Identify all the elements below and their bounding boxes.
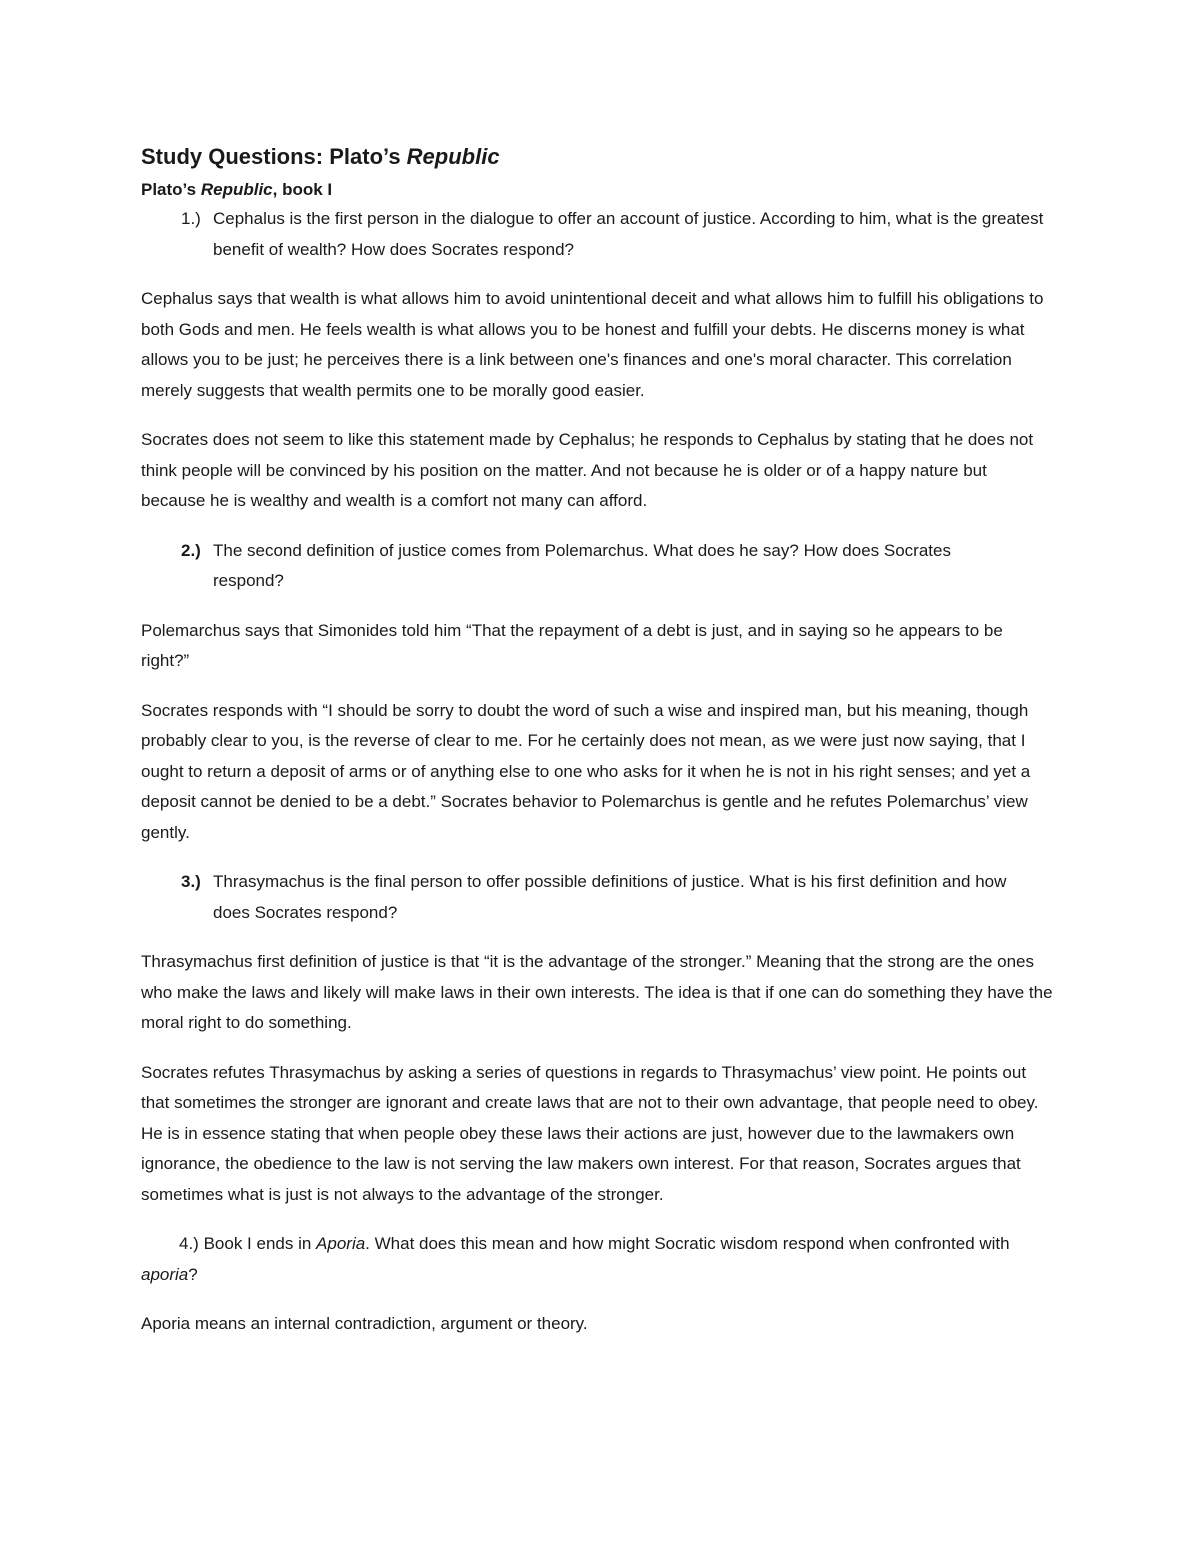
question-number: 1.) [181,209,201,228]
spacer [141,928,1061,947]
question-number: 4.) [179,1234,199,1253]
question-text: Cephalus is the first person in the dialogue to offer an account of justice. According to him, what is the greatest benefit of wealth? How does Socrates respond? [213,209,1044,259]
question-text: Thrasymachus is the final person to offer possible definitions of justice. What is his first definition and how does Socrates respond? [213,872,1007,922]
section-heading [141,176,1061,204]
title-italic-text: Republic [406,144,500,169]
spacer [141,597,1061,616]
answer-paragraph: Cephalus says that wealth is what allows him to avoid unintentional deceit and what allows him to fulfill his obligations to both Gods and men. He feels wealth is what allows you to be honest and fulfill your debts. He discerns money is what allows you to be just; he perceives there is a link between one's finances and one's moral character. This correlation merely suggests that wealth permits one to be morally good easier. [141,289,1044,400]
section-heading-text: Plato’s [141,180,201,199]
spacer [141,265,1061,284]
question-3 [141,867,1013,928]
question-italic-term: aporia [141,1264,189,1284]
answer-paragraph: Socrates responds with “I should be sorry to doubt the word of such a wise and inspired man, but his meaning, though probably clear to you, is the reverse of clear to me. For he certainly does not mean, as we were just now saying, that I ought to return a deposit of arms or of anything else to one who asks for it when he is not in his right senses; and yet a deposit cannot be denied to be a debt.” Socrates behavior to Polemarchus is gentle and he refutes Polemarchus’ view gently. [141,700,1031,842]
spacer [141,406,1061,425]
question-4 [141,1229,1036,1290]
question-text: Book I ends in [198,1234,317,1253]
question-number: 3.) [181,872,201,891]
answer-paragraph: Polemarchus says that Simonides told him “That the repayment of a debt is just, and in saying so he appears to be right?” [141,620,1003,670]
answer-paragraph: Aporia means an internal contradiction, argument or theory. [141,1314,588,1333]
spacer [141,1290,1061,1309]
question-2 [141,536,1013,597]
question-text: The second definition of justice comes from Polemarchus. What does he say? How does Socrates respond? [213,540,951,590]
question-1 [141,204,1053,265]
answer-paragraph: Socrates refutes Thrasymachus by asking a series of questions in regards to Thrasymachus’ view point. He points out that sometimes the stronger are ignorant and create laws that are not to their own advantage, that people need to obey. He is in essence stating that when people obey these laws their actions are just, however due to the lawmakers own ignorance, the obedience to the law is not serving the law makers own interest. For that reason, Socrates argues that sometimes what is just is not always to the advantage of the stronger. [141,1062,1039,1204]
spacer [141,1039,1061,1058]
spacer [141,677,1061,696]
document-page [141,140,1061,1340]
title-text: Study Questions: Plato’s [141,144,407,169]
question-number: 2.) [181,540,201,560]
spacer [141,848,1061,867]
question-text: . What does this mean and how might Socratic wisdom respond when confronted with [365,1234,1010,1253]
answer-paragraph: Thrasymachus first definition of justice is that “it is the advantage of the stronger.” Meaning that the strong are the ones who make the laws and likely will make laws in their own interests. The idea is that if one can do something they have the moral right to do something. [141,952,1053,1032]
spacer [141,517,1061,536]
spacer [141,1210,1061,1229]
answer-paragraph: Socrates does not seem to like this statement made by Cephalus; he responds to Cephalus by stating that he does not think people will be convinced by his position on the matter. And not because he is older or of a happy nature but because he is wealthy and wealth is a comfort not many can afford. [141,430,1034,510]
document-title [141,140,1061,174]
question-italic-term: Aporia [316,1234,366,1253]
section-heading-suffix: , book I [272,180,333,199]
question-text: ? [188,1264,198,1284]
section-heading-italic: Republic [200,180,273,199]
